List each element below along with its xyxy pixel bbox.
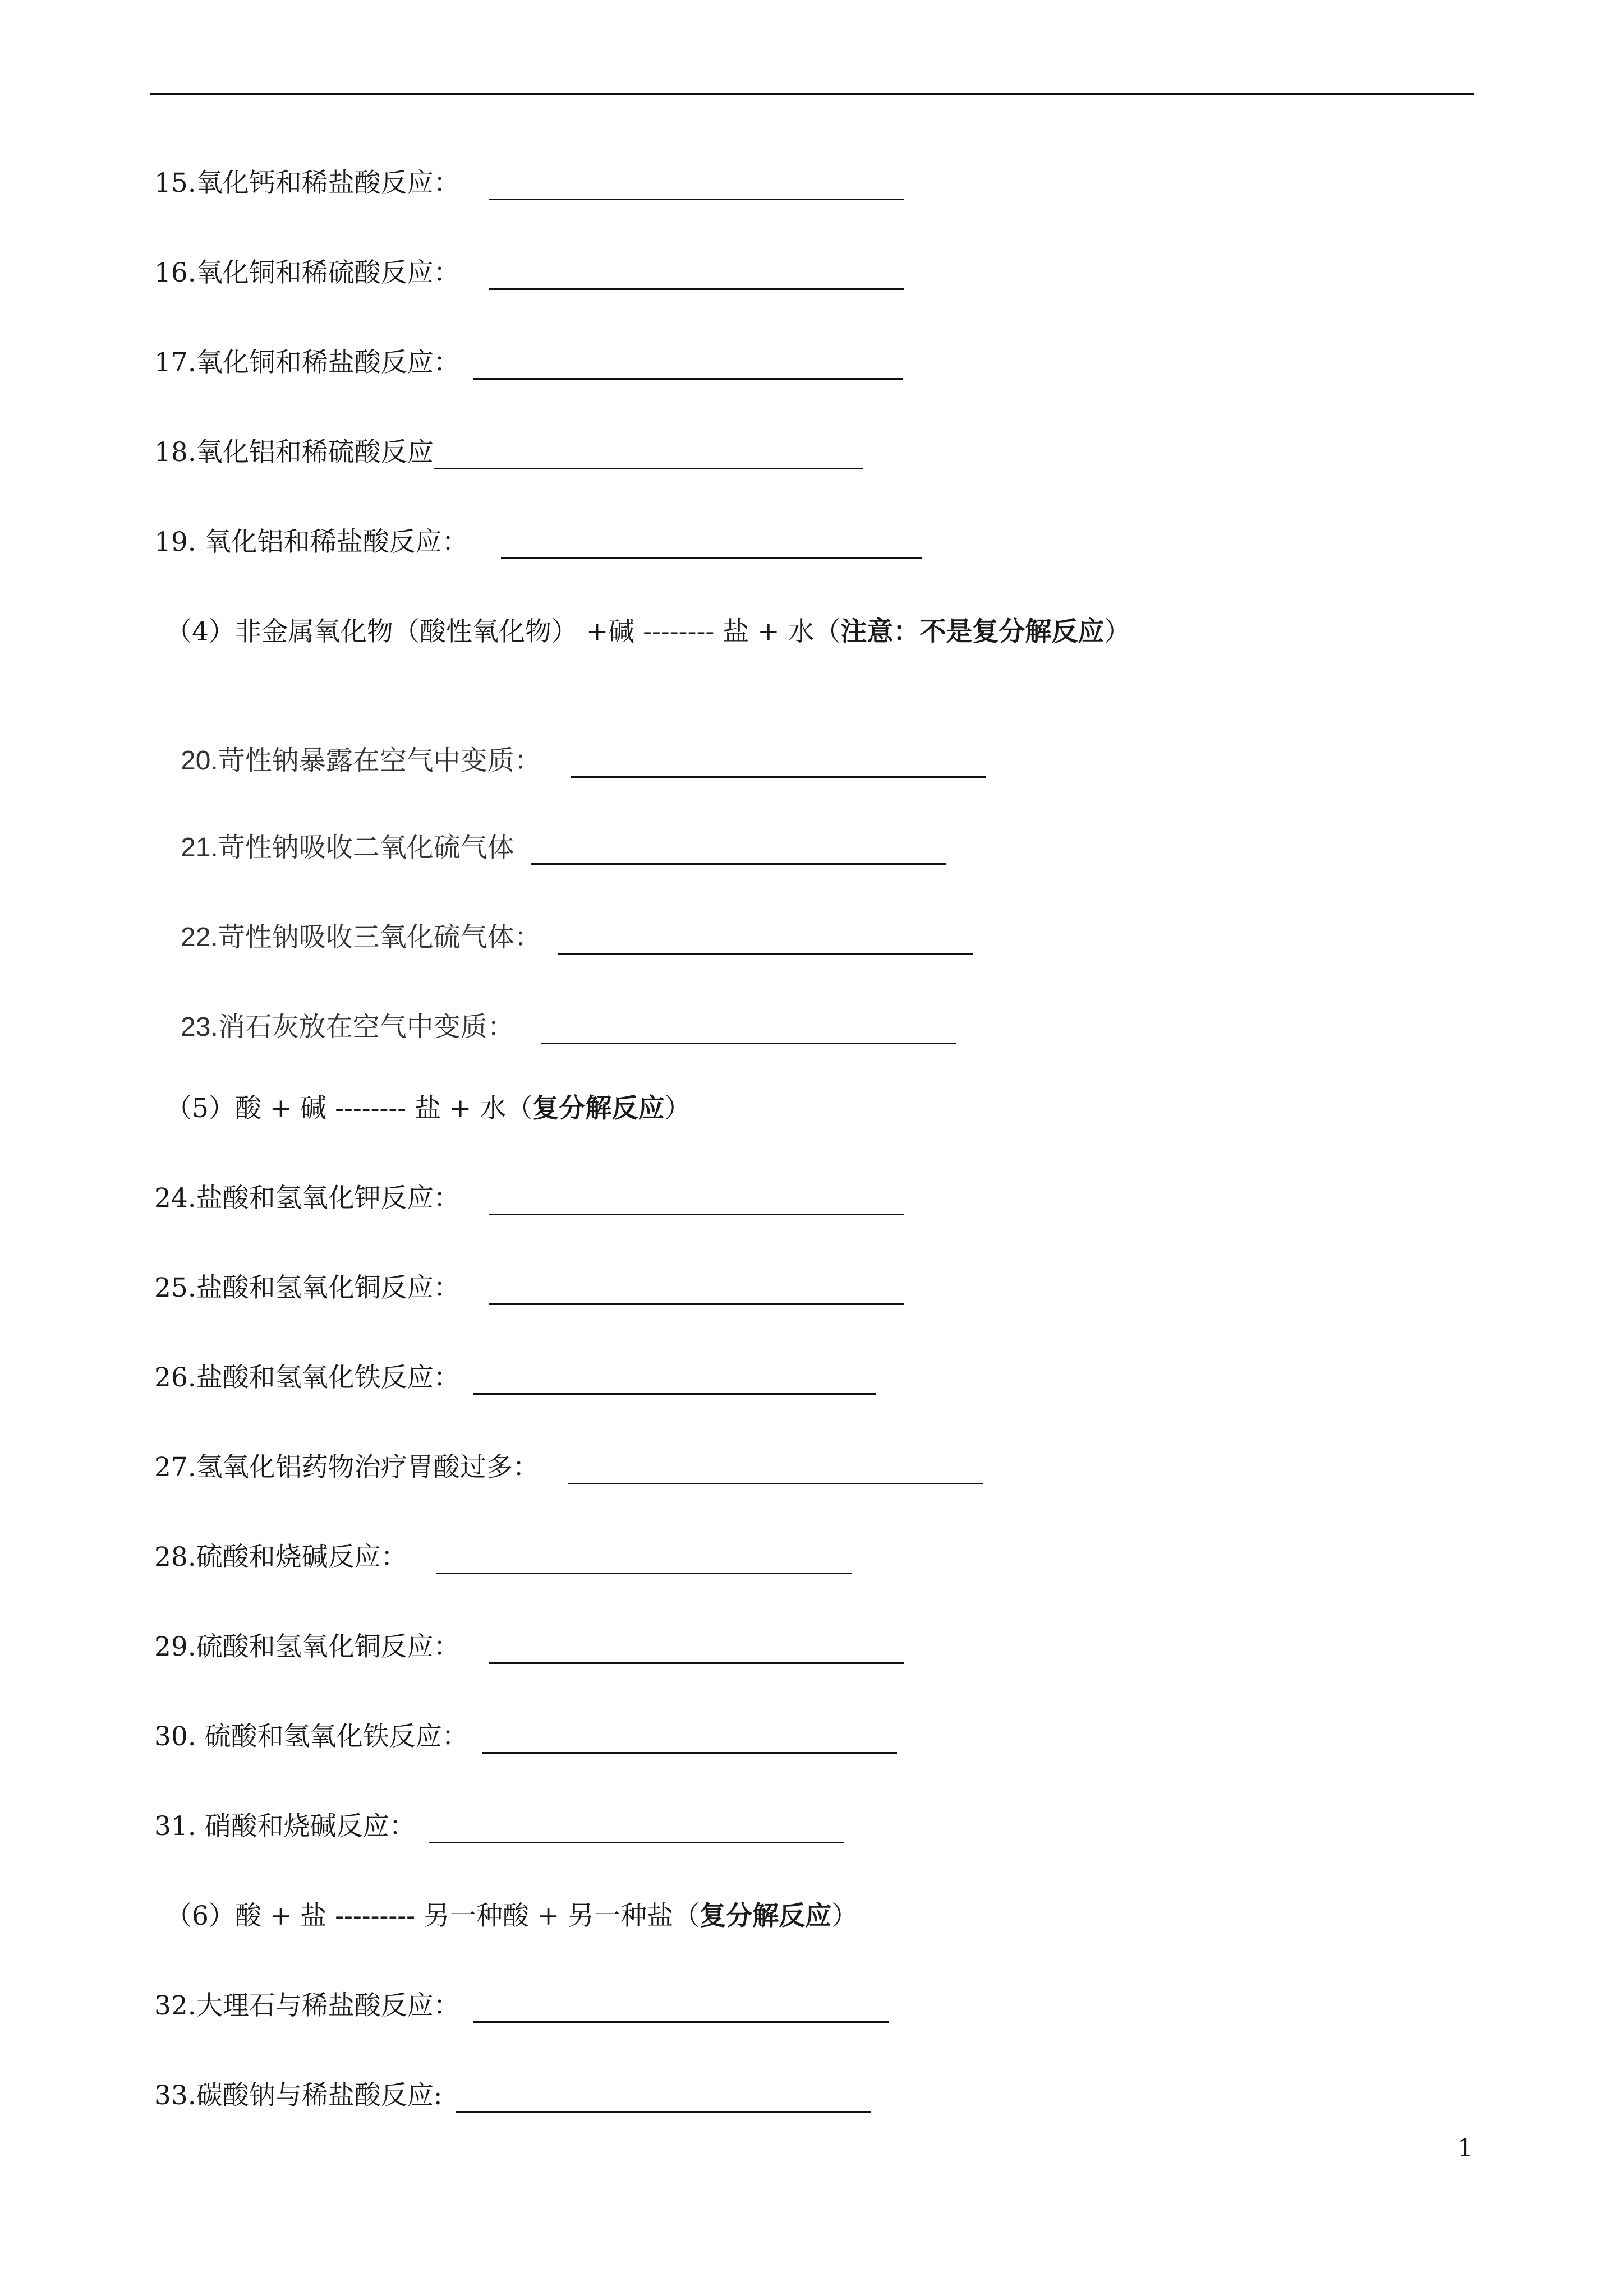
exercise-item bbox=[154, 2072, 871, 2117]
section-text: ） bbox=[664, 1093, 691, 1124]
answer-blank[interactable] bbox=[558, 953, 973, 955]
exercise-label: 23.消石灰放在空气中变质： bbox=[181, 1012, 514, 1042]
section-heading-5 bbox=[165, 1085, 691, 1130]
section-text: （4）非金属氧化物（酸性氧化物） +碱 -------- 盐 + 水（ bbox=[165, 616, 841, 647]
answer-blank[interactable] bbox=[568, 1483, 983, 1484]
answer-blank[interactable] bbox=[571, 776, 986, 778]
exercise-item bbox=[181, 1004, 956, 1049]
header-rule bbox=[150, 93, 1474, 95]
section-text: （5）酸 + 碱 -------- 盐 + 水（ bbox=[165, 1093, 533, 1124]
exercise-label: 27.氢氧化铝药物治疗胃酸过多： bbox=[154, 1452, 539, 1483]
answer-blank[interactable] bbox=[489, 199, 904, 200]
exercise-label: 18.氧化铝和稀硫酸反应 bbox=[154, 437, 434, 468]
answer-blank[interactable] bbox=[473, 1393, 876, 1395]
exercise-item bbox=[154, 519, 922, 564]
section-text: ） bbox=[1104, 616, 1131, 647]
exercise-item bbox=[154, 1175, 904, 1220]
answer-blank[interactable] bbox=[473, 2021, 889, 2023]
exercise-label: 29.硫酸和氢氧化铜反应： bbox=[154, 1631, 460, 1662]
answer-blank[interactable] bbox=[429, 1842, 844, 1843]
exercise-item bbox=[181, 737, 986, 782]
exercise-label: 20.苛性钠暴露在空气中变质： bbox=[181, 746, 541, 776]
answer-blank[interactable] bbox=[434, 468, 863, 469]
exercise-item bbox=[154, 160, 904, 205]
answer-blank[interactable] bbox=[456, 2111, 871, 2113]
exercise-label: 21.苛性钠吸收二氧化硫气体 bbox=[181, 833, 514, 863]
answer-blank[interactable] bbox=[541, 1043, 956, 1044]
exercise-item bbox=[154, 1534, 852, 1579]
exercise-label: 33.碳酸钠与稀盐酸反应: bbox=[154, 2080, 443, 2111]
exercise-label: 30. 硫酸和氢氧化铁反应： bbox=[154, 1721, 468, 1752]
exercise-label: 24.盐酸和氢氧化钾反应： bbox=[154, 1183, 460, 1214]
answer-blank[interactable] bbox=[473, 378, 903, 380]
answer-blank[interactable] bbox=[489, 288, 904, 290]
page-number: 1 bbox=[1457, 2134, 1473, 2163]
exercise-item bbox=[154, 1983, 889, 2027]
exercise-label: 28.硫酸和烧碱反应： bbox=[154, 1542, 407, 1573]
exercise-item bbox=[181, 914, 973, 959]
exercise-label: 25.盐酸和氢氧化铜反应： bbox=[154, 1273, 460, 1303]
section-text: ） bbox=[831, 1901, 858, 1931]
exercise-label: 16.氧化铜和稀硫酸反应： bbox=[154, 257, 460, 288]
exercise-item bbox=[154, 1803, 844, 1848]
exercise-label: 22.苛性钠吸收三氧化硫气体： bbox=[181, 923, 541, 952]
exercise-label: 31. 硝酸和烧碱反应： bbox=[154, 1811, 416, 1842]
exercise-label: 15.氧化钙和稀盐酸反应： bbox=[154, 168, 460, 199]
exercise-item bbox=[154, 250, 904, 294]
exercise-item bbox=[154, 429, 863, 474]
section-emphasis: 注意：不是复分解反应 bbox=[840, 616, 1105, 647]
answer-blank[interactable] bbox=[489, 1214, 904, 1215]
exercise-item bbox=[154, 1265, 904, 1310]
section-heading-6 bbox=[165, 1893, 858, 1938]
exercise-label: 17.氧化铜和稀盐酸反应： bbox=[154, 347, 460, 378]
exercise-item bbox=[154, 1354, 876, 1399]
answer-blank[interactable] bbox=[489, 1303, 904, 1305]
exercise-item bbox=[154, 1444, 983, 1489]
exercise-label: 26.盐酸和氢氧化铁反应： bbox=[154, 1362, 460, 1393]
section-text: （6）酸 + 盐 --------- 另一种酸 + 另一种盐（ bbox=[165, 1901, 700, 1931]
section-emphasis: 复分解反应 bbox=[532, 1093, 665, 1124]
section-heading-4 bbox=[165, 608, 1130, 653]
answer-blank[interactable] bbox=[436, 1573, 852, 1574]
answer-blank[interactable] bbox=[531, 863, 946, 865]
exercise-item bbox=[154, 1713, 897, 1758]
answer-blank[interactable] bbox=[501, 557, 922, 559]
section-emphasis: 复分解反应 bbox=[700, 1901, 832, 1931]
exercise-item bbox=[154, 339, 903, 384]
exercise-item bbox=[154, 1624, 904, 1668]
answer-blank[interactable] bbox=[489, 1662, 904, 1664]
exercise-label: 32.大理石与稀盐酸反应： bbox=[154, 1990, 460, 2021]
answer-blank[interactable] bbox=[482, 1752, 897, 1754]
exercise-item bbox=[181, 824, 946, 869]
exercise-label: 19. 氧化铝和稀盐酸反应： bbox=[154, 527, 468, 557]
